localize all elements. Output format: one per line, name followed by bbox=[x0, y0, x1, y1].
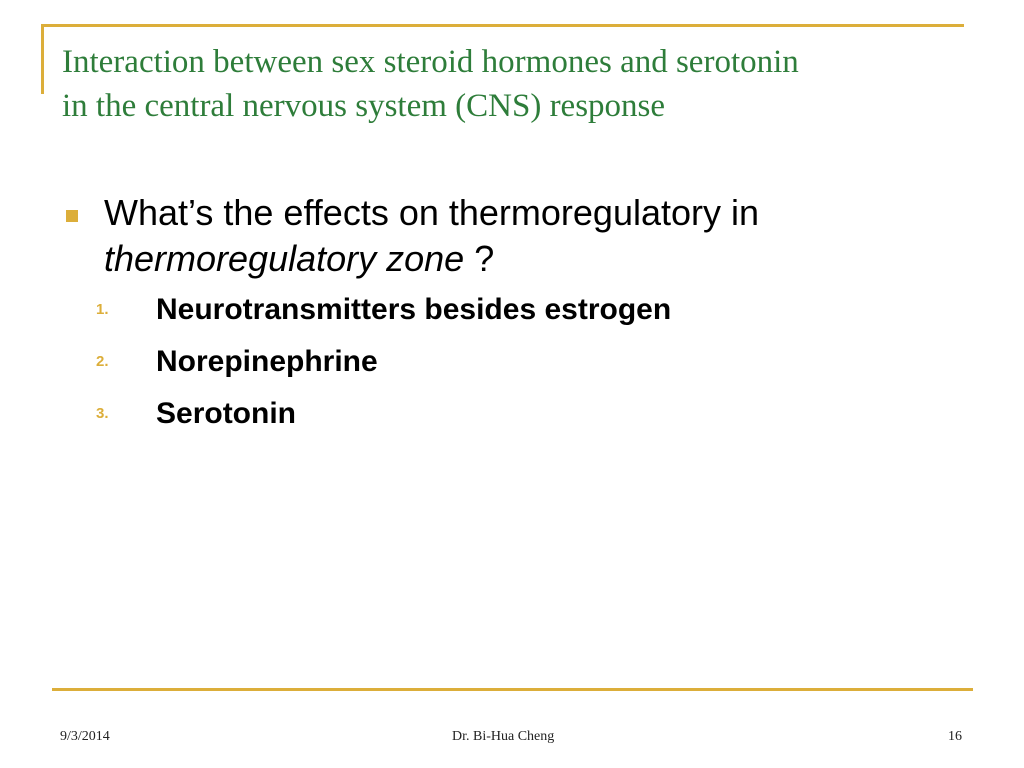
list-item bbox=[60, 344, 960, 380]
list-item bbox=[60, 396, 960, 432]
numbered-list bbox=[60, 292, 960, 432]
footer-date: 9/3/2014 bbox=[60, 729, 110, 744]
list-item-label: Norepinephrine bbox=[156, 345, 378, 378]
square-bullet-icon bbox=[66, 210, 78, 222]
footer-author: Dr. Bi-Hua Cheng bbox=[452, 729, 555, 744]
list-item-label: Serotonin bbox=[156, 397, 296, 430]
bullet-text: What’s the effects on thermoregulatory in bbox=[104, 192, 760, 233]
bullet-text-suffix: ? bbox=[464, 238, 495, 279]
bullet-text-italic: thermoregulatory zone bbox=[104, 238, 465, 279]
footer-page-number: 16 bbox=[948, 729, 962, 744]
slide-title-line-2: in the central nervous system (CNS) response bbox=[62, 88, 666, 124]
title-frame-left-rule bbox=[41, 24, 44, 94]
list-item-number: 2. bbox=[96, 353, 109, 370]
list-item-number: 3. bbox=[96, 405, 109, 422]
list-item-label: Neurotransmitters besides estrogen bbox=[156, 293, 672, 326]
list-item bbox=[60, 292, 960, 328]
footer-rule bbox=[52, 688, 973, 691]
bullet-item bbox=[60, 190, 960, 282]
list-item-number: 1. bbox=[96, 301, 109, 318]
slide-title bbox=[62, 40, 962, 128]
title-frame-top-rule bbox=[41, 24, 964, 27]
slide-body bbox=[60, 190, 960, 448]
slide-title-line-1: Interaction between sex steroid hormones and serotonin bbox=[62, 44, 799, 80]
